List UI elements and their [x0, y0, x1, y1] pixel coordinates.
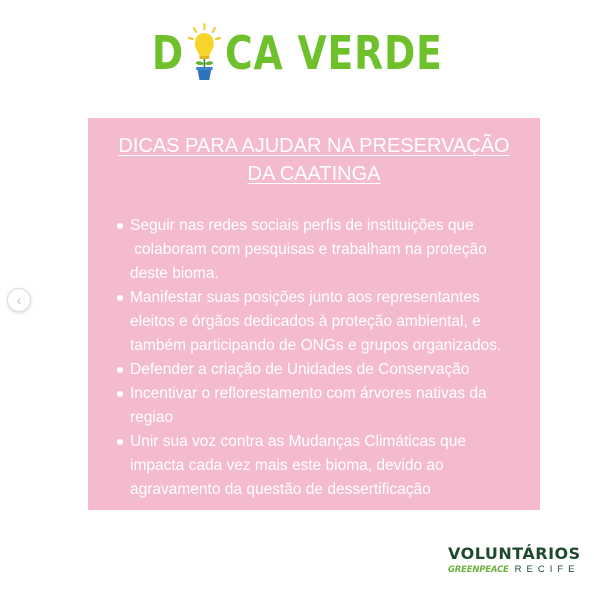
brand-org: GREENPEACE: [448, 564, 509, 575]
brand-subtitle: [448, 564, 582, 575]
logo-text-right: CA VERDE: [224, 26, 443, 80]
tip-line: Seguir nas redes sociais perfis de instituições que: [130, 217, 474, 234]
lightbulb-plant-icon: [185, 23, 223, 83]
brand-title: VOLUNTÁRIOS: [448, 544, 581, 563]
list-item: [130, 286, 530, 358]
tip-line: agravamento da questão de dessertificação: [130, 481, 431, 498]
list-item: [130, 358, 530, 382]
tips-list: [130, 214, 530, 502]
list-item: [130, 214, 530, 286]
card-title-line: DA CAATINGA: [247, 163, 381, 185]
card-title-line: DICAS PARA AJUDAR NA PRESERVAÇÃO: [118, 135, 510, 157]
card-title: [88, 132, 540, 188]
tip-line: Unir sua voz contra as Mudanças Climáticas que: [130, 433, 466, 450]
tip-line: Defender a criação de Unidades de Conservação: [130, 361, 470, 378]
chevron-left-icon: ‹: [16, 292, 22, 308]
tip-line: impacta cada vez mais este bioma, devido ao: [130, 457, 444, 474]
tip-line: Manifestar suas posições junto aos representantes: [130, 289, 480, 306]
tip-line: Incentivar o reflorestamento com árvores nativas da: [130, 385, 487, 402]
brand-city: RECIFE: [514, 564, 580, 575]
list-item: [130, 382, 530, 430]
tip-line: eleitos e órgãos dedicados à proteção ambiental, e: [130, 313, 481, 330]
logo: [152, 23, 443, 83]
tips-card: [88, 118, 540, 510]
list-item: [130, 430, 530, 502]
brand-logo: [448, 544, 582, 575]
carousel-prev-button[interactable]: [7, 288, 31, 312]
logo-text-left: D: [151, 26, 184, 80]
tip-line: também participando de ONGs e grupos organizados.: [130, 337, 502, 354]
tip-line: deste bioma.: [130, 265, 219, 282]
header: [0, 18, 594, 88]
tip-line: regiao: [130, 409, 174, 426]
tip-line: colaboram com pesquisas e trabalham na proteção: [130, 241, 487, 258]
